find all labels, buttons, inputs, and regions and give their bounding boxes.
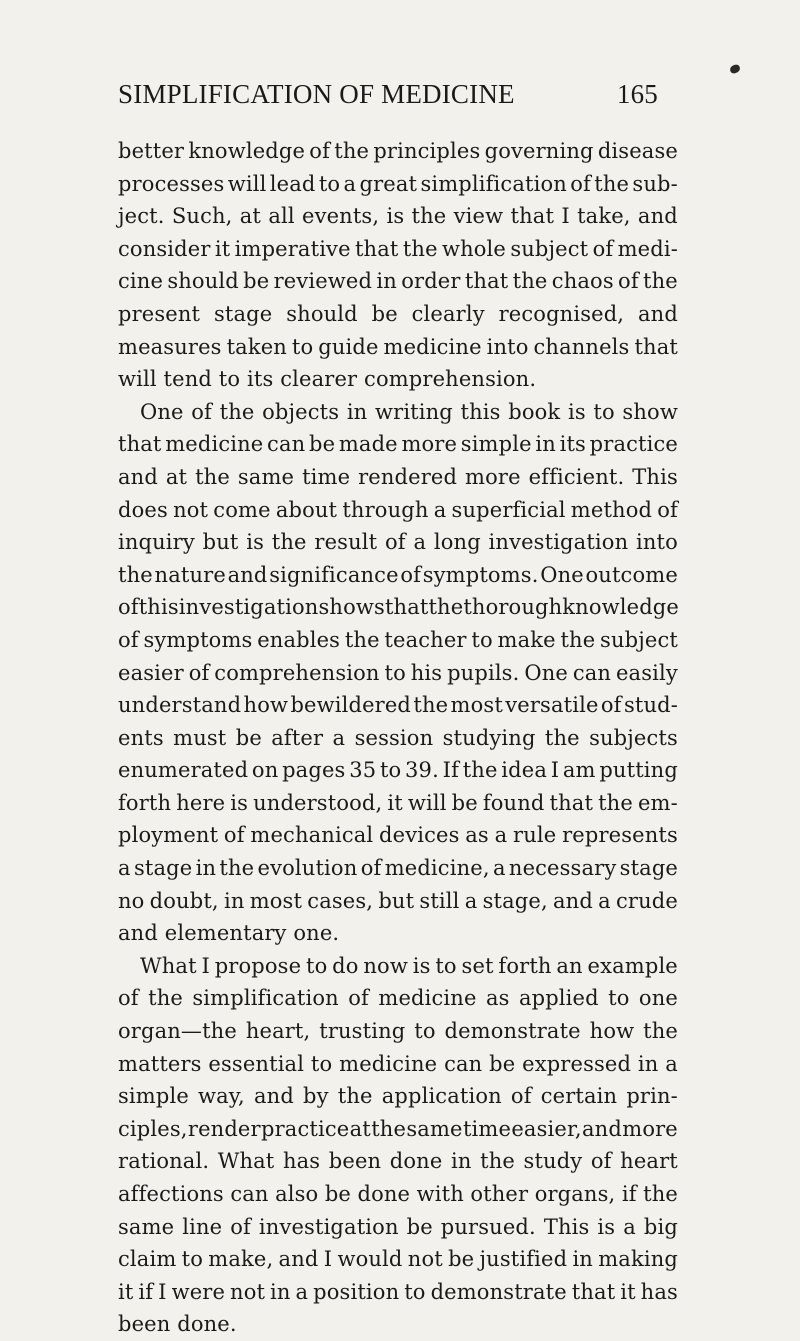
text-line: forth here is understood, it will be found that the em- [118,790,678,815]
text-line: of this investigation shows that the thorough knowledge [118,595,679,620]
text-line: understand how bewildered the most versatile of stud- [118,693,678,718]
text-line: same line of investigation be pursued. This is a big [118,1214,678,1239]
text-line: inquiry but is the result of a long investigation into [118,530,678,555]
text-line: matters essential to medicine can be expressed in a [118,1051,678,1076]
text-line: One of the objects in writing this book is to show [140,399,678,424]
text-line: claim to make, and I would not be justified in making [118,1247,678,1272]
text-line: does not come about through a superficial method of [118,497,678,522]
text-line: a stage in the evolution of medicine, a necessary stage [118,856,678,881]
running-title: SIMPLIFICATION OF MEDICINE [118,78,515,109]
text-line: organ—the heart, trusting to demonstrate how the [118,1019,678,1044]
body-text [118,135,678,1341]
text-line: of symptoms enables the teacher to make the subject [118,627,678,652]
text-line: ciples, render practice at the same time easier, and more [118,1116,678,1141]
text-line: and at the same time rendered more efficient. This [118,464,678,489]
text-line: processes will lead to a great simplification of the sub- [118,171,678,196]
text-line: rational. What has been done in the study of heart [118,1149,678,1174]
text-line: enumerated on pages 35 to 39. If the idea I am putting [118,758,678,783]
text-line: and elementary one. [118,921,340,946]
text-line: of the simplification of medicine as applied to one [118,986,678,1011]
text-line: it if I were not in a position to demonstrate that it has [118,1279,678,1304]
text-line: What I propose to do now is to set forth an example [140,953,678,978]
text-line: consider it imperative that the whole subject of medi- [118,236,678,261]
text-line: better knowledge of the principles governing disease [118,139,678,163]
text-line: ents must be after a session studying the subjects [118,725,678,750]
running-head [118,74,658,114]
text-line: present stage should be clearly recognised, and [118,301,678,326]
text-line: ject. Such, at all events, is the view that I take, and [118,204,678,229]
text-line: ployment of mechanical devices as a rule represents [118,823,678,848]
text-line: measures taken to guide medicine into channels that [118,334,678,359]
ink-spot [729,64,741,75]
text-line: been done. [118,1312,237,1337]
text-line: that medicine can be made more simple in its practice [118,432,678,457]
text-line: simple way, and by the application of certain prin- [118,1084,678,1109]
text-line: easier of comprehension to his pupils. One can easily [118,660,678,685]
text-line: the nature and significance of symptoms. One outcome [118,562,678,587]
page-number: 165 [616,78,658,109]
text-line: affections can also be done with other organs, if the [118,1182,678,1206]
text-line: will tend to its clearer comprehension. [118,367,537,392]
text-line: cine should be reviewed in order that the chaos of the [118,269,678,294]
text-line: no doubt, in most cases, but still a stage, and a crude [118,888,678,913]
